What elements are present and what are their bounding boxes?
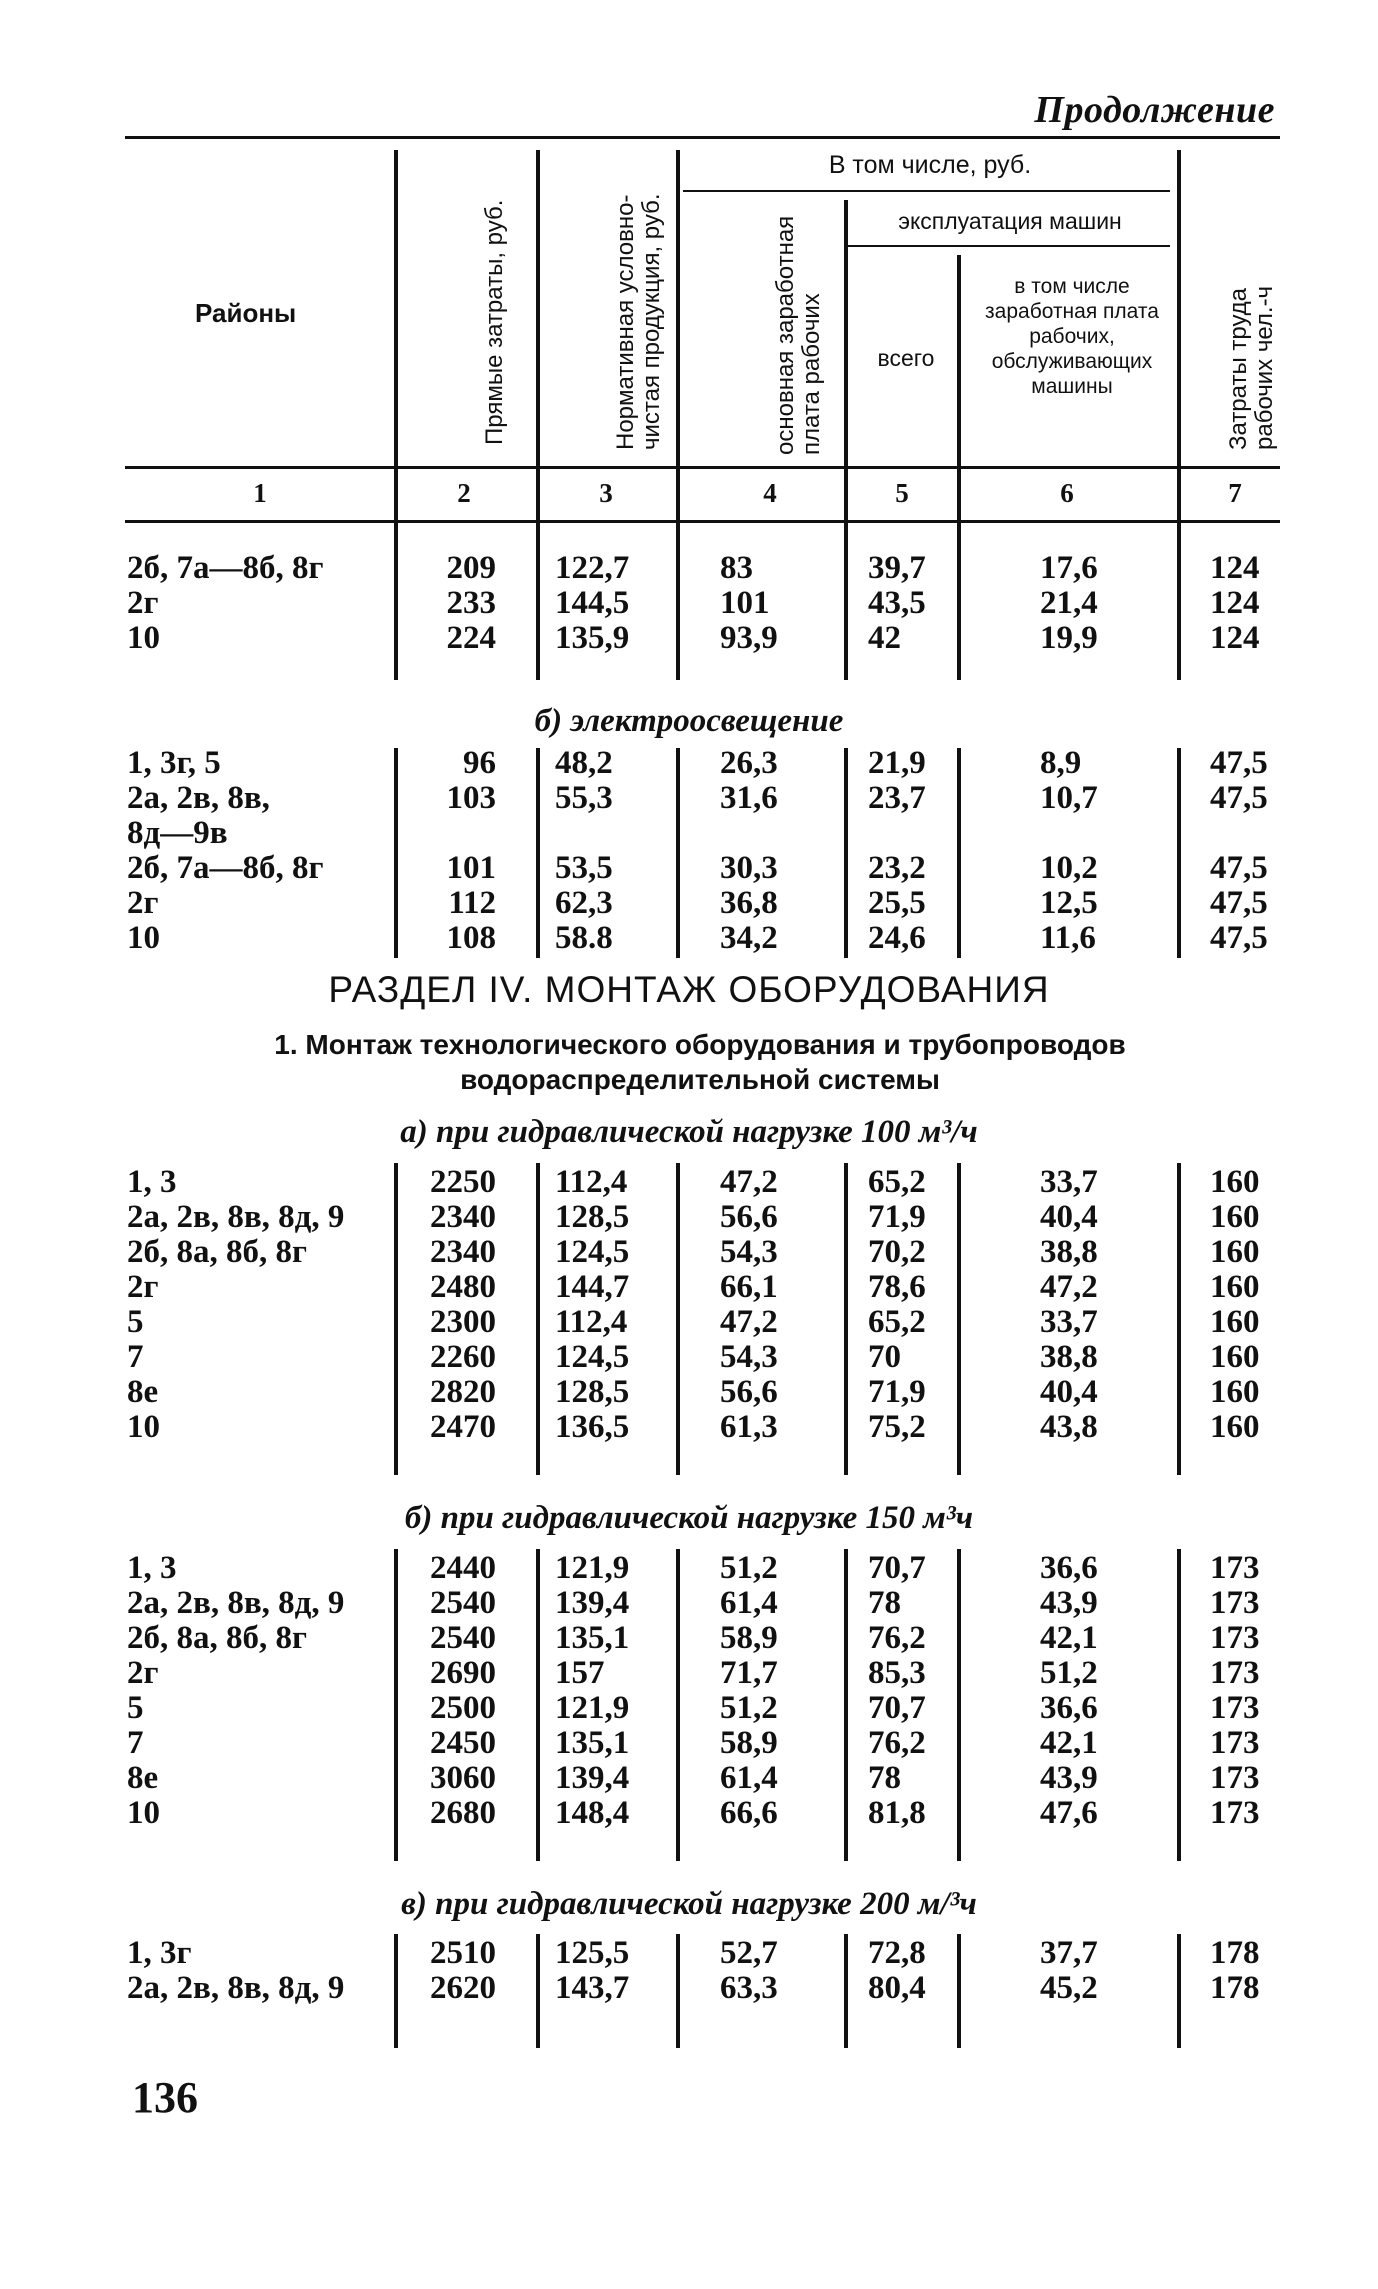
cell-machine-wages: 33,7 <box>1040 1164 1098 1200</box>
cell-labor-costs: 47,5 <box>1210 885 1268 921</box>
cell-direct-costs: 2480 <box>430 1269 496 1305</box>
table-row <box>0 1339 1378 1375</box>
cell-net-production: 136,5 <box>555 1409 630 1445</box>
header-col3: Нормативная условно-чистая продукция, руб. <box>612 193 665 450</box>
table-row <box>0 1374 1378 1410</box>
table-row <box>0 1655 1378 1691</box>
cell-region: 2а, 2в, 8в, 8д, 9 <box>127 1970 345 2006</box>
table-row <box>0 745 1378 781</box>
cell-labor-costs: 160 <box>1210 1199 1260 1235</box>
cell-machine-total: 65,2 <box>868 1304 926 1340</box>
cell-net-production: 157 <box>555 1655 605 1691</box>
cell-machine-total: 76,2 <box>868 1725 926 1761</box>
cell-base-wages: 66,6 <box>720 1795 778 1831</box>
cell-machine-wages: 42,1 <box>1040 1725 1098 1761</box>
cell-net-production: 124,5 <box>555 1339 630 1375</box>
colnum-4: 4 <box>763 478 777 508</box>
cell-machine-total: 70,7 <box>868 1690 926 1726</box>
cell-direct-costs: 2340 <box>430 1199 496 1235</box>
cell-machine-total: 75,2 <box>868 1409 926 1445</box>
table-row <box>0 1620 1378 1656</box>
cell-labor-costs: 173 <box>1210 1655 1260 1691</box>
cell-region: 2а, 2в, 8в, <box>127 780 270 816</box>
cell-labor-costs: 124 <box>1210 620 1260 656</box>
cell-labor-costs: 160 <box>1210 1374 1260 1410</box>
section-title: РАЗДЕЛ IV. МОНТАЖ ОБОРУДОВАНИЯ <box>328 969 1050 1010</box>
header-bottom-rule <box>125 466 1280 469</box>
cell-machine-total: 43,5 <box>868 585 926 621</box>
cell-base-wages: 66,1 <box>720 1269 778 1305</box>
cell-net-production: 121,9 <box>555 1690 630 1726</box>
cell-machine-total: 70,7 <box>868 1550 926 1586</box>
cell-net-production: 112,4 <box>555 1164 628 1200</box>
cell-labor-costs: 173 <box>1210 1725 1260 1761</box>
header-vline-2 <box>536 150 540 532</box>
cell-machine-total: 39,7 <box>868 550 926 586</box>
cell-base-wages: 47,2 <box>720 1304 778 1340</box>
cell-machine-wages: 37,7 <box>1040 1935 1098 1971</box>
cell-base-wages: 56,6 <box>720 1374 778 1410</box>
cell-machine-wages: 38,8 <box>1040 1234 1098 1270</box>
cell-machine-total: 25,5 <box>868 885 926 921</box>
cell-machine-wages: 33,7 <box>1040 1304 1098 1340</box>
table-row <box>0 1970 1378 2006</box>
cell-base-wages: 83 <box>720 550 753 586</box>
cell-machine-total: 78,6 <box>868 1269 926 1305</box>
cell-region: 10 <box>127 620 160 656</box>
table-row <box>0 1795 1378 1831</box>
block5-title: в) при гидравлической нагрузке 200 м/³ч <box>401 1886 977 1922</box>
cell-machine-wages: 38,8 <box>1040 1339 1098 1375</box>
cell-net-production: 122,7 <box>555 550 630 586</box>
cell-direct-costs: 2540 <box>430 1620 496 1656</box>
cell-net-production: 128,5 <box>555 1199 630 1235</box>
colnum-7: 7 <box>1228 478 1242 508</box>
cell-direct-costs: 101 <box>446 850 496 886</box>
cell-base-wages: 58,9 <box>720 1725 778 1761</box>
header-vline-4 <box>844 200 848 532</box>
cell-net-production: 112,4 <box>555 1304 628 1340</box>
cell-machine-total: 70,2 <box>868 1234 926 1270</box>
cell-region: 10 <box>127 920 160 956</box>
cell-labor-costs: 173 <box>1210 1585 1260 1621</box>
running-title: Продолжение <box>1034 89 1275 131</box>
header-col5: всего <box>877 345 935 371</box>
cell-direct-costs: 233 <box>446 585 496 621</box>
cell-direct-costs: 209 <box>446 550 496 586</box>
cell-machine-total: 24,6 <box>868 920 926 956</box>
colnum-5: 5 <box>895 478 909 508</box>
cell-region: 2а, 2в, 8в, 8д, 9 <box>127 1585 345 1621</box>
colnum-rule <box>125 520 1280 523</box>
cell-machine-wages: 17,6 <box>1040 550 1098 586</box>
cell-base-wages: 71,7 <box>720 1655 778 1691</box>
colnum-2: 2 <box>457 478 471 508</box>
cell-base-wages: 51,2 <box>720 1550 778 1586</box>
cell-direct-costs: 2300 <box>430 1304 496 1340</box>
cell-labor-costs: 47,5 <box>1210 850 1268 886</box>
cell-direct-costs: 3060 <box>430 1760 496 1796</box>
page-number: 136 <box>132 2073 198 2122</box>
cell-machine-wages: 10,2 <box>1040 850 1098 886</box>
cell-region: 10 <box>127 1795 160 1831</box>
cell-machine-wages: 40,4 <box>1040 1199 1098 1235</box>
table-row <box>0 1935 1378 1971</box>
cell-machine-wages: 19,9 <box>1040 620 1098 656</box>
cell-labor-costs: 160 <box>1210 1409 1260 1445</box>
cell-machine-wages: 45,2 <box>1040 1970 1098 2006</box>
cell-labor-costs: 124 <box>1210 585 1260 621</box>
cell-net-production: 55,3 <box>555 780 613 816</box>
cell-machine-total: 76,2 <box>868 1620 926 1656</box>
cell-machine-total: 70 <box>868 1339 901 1375</box>
cell-labor-costs: 178 <box>1210 1935 1260 1971</box>
cell-base-wages: 34,2 <box>720 920 778 956</box>
cell-net-production: 128,5 <box>555 1374 630 1410</box>
cell-labor-costs: 47,5 <box>1210 920 1268 956</box>
table-row <box>0 1164 1378 1200</box>
table-row <box>0 1199 1378 1235</box>
cell-labor-costs: 124 <box>1210 550 1260 586</box>
table-row <box>0 780 1378 816</box>
cell-labor-costs: 178 <box>1210 1970 1260 2006</box>
cell-labor-costs: 173 <box>1210 1760 1260 1796</box>
cell-machine-total: 71,9 <box>868 1374 926 1410</box>
cell-machine-total: 81,8 <box>868 1795 926 1831</box>
cell-machine-wages: 8,9 <box>1040 745 1082 781</box>
cell-base-wages: 31,6 <box>720 780 778 816</box>
cell-region: 2б, 7а—8б, 8г <box>127 550 324 586</box>
cell-machine-total: 42 <box>868 620 901 656</box>
cell-direct-costs: 96 <box>463 745 496 781</box>
cell-machine-total: 85,3 <box>868 1655 926 1691</box>
cell-machine-total: 23,2 <box>868 850 926 886</box>
header-col6: в том числе заработная плата рабочих, обслуживающих машины <box>985 275 1159 398</box>
table-row <box>0 1550 1378 1586</box>
header-col1: Районы <box>195 298 297 328</box>
header-group-machine: эксплуатация машин <box>898 208 1122 234</box>
cell-direct-costs: 2510 <box>430 1935 496 1971</box>
block3-title: а) при гидравлической нагрузке 100 м³/ч <box>400 1114 978 1150</box>
cell-region: 2б, 8а, 8б, 8г <box>127 1620 307 1656</box>
cell-labor-costs: 160 <box>1210 1234 1260 1270</box>
cell-region: 5 <box>127 1304 144 1340</box>
cell-base-wages: 61,3 <box>720 1409 778 1445</box>
block2-title: б) электроосвещение <box>534 703 844 739</box>
cell-machine-total: 80,4 <box>868 1970 926 2006</box>
table-row <box>0 585 1378 621</box>
cell-net-production: 58.8 <box>555 920 613 956</box>
cell-machine-wages: 51,2 <box>1040 1655 1098 1691</box>
cell-base-wages: 63,3 <box>720 1970 778 2006</box>
cell-net-production: 135,1 <box>555 1725 630 1761</box>
table-row <box>0 1304 1378 1340</box>
cell-machine-wages: 21,4 <box>1040 585 1098 621</box>
cell-region: 1, 3 <box>127 1550 177 1586</box>
cell-base-wages: 51,2 <box>720 1690 778 1726</box>
cell-base-wages: 30,3 <box>720 850 778 886</box>
cell-labor-costs: 160 <box>1210 1269 1260 1305</box>
cell-labor-costs: 160 <box>1210 1304 1260 1340</box>
cell-base-wages: 36,8 <box>720 885 778 921</box>
cell-region: 2г <box>127 885 159 921</box>
cell-labor-costs: 173 <box>1210 1690 1260 1726</box>
cell-region: 5 <box>127 1690 144 1726</box>
colnum-1: 1 <box>253 478 267 508</box>
cell-direct-costs: 103 <box>446 780 496 816</box>
cell-direct-costs: 112 <box>448 885 496 921</box>
cell-direct-costs: 2680 <box>430 1795 496 1831</box>
cell-direct-costs: 2620 <box>430 1970 496 2006</box>
cell-direct-costs: 2500 <box>430 1690 496 1726</box>
cell-direct-costs: 224 <box>446 620 496 656</box>
section-subtitle-line2: водораспределительной системы <box>460 1064 940 1095</box>
cell-labor-costs: 173 <box>1210 1795 1260 1831</box>
colnum-6: 6 <box>1060 478 1074 508</box>
table-row <box>0 1760 1378 1796</box>
table-row <box>0 1690 1378 1726</box>
cell-net-production: 53,5 <box>555 850 613 886</box>
cell-region: 7 <box>127 1725 144 1761</box>
cell-machine-wages: 43,9 <box>1040 1585 1098 1621</box>
cell-machine-wages: 10,7 <box>1040 780 1098 816</box>
cell-net-production: 139,4 <box>555 1760 630 1796</box>
cell-region: 7 <box>127 1339 144 1375</box>
section-subtitle-line1: 1. Монтаж технологического оборудования и трубопроводов <box>274 1029 1126 1060</box>
cell-machine-wages: 42,1 <box>1040 1620 1098 1656</box>
table-row <box>0 620 1378 656</box>
cell-direct-costs: 2250 <box>430 1164 496 1200</box>
cell-machine-total: 72,8 <box>868 1935 926 1971</box>
cell-machine-total: 21,9 <box>868 745 926 781</box>
cell-net-production: 121,9 <box>555 1550 630 1586</box>
cell-machine-total: 23,7 <box>868 780 926 816</box>
header-vline-5 <box>957 255 961 532</box>
block4-title: б) при гидравлической нагрузке 150 м³ч <box>404 1500 974 1536</box>
table-row <box>0 920 1378 956</box>
header-group-top: В том числе, руб. <box>828 151 1032 179</box>
header-col2: Прямые затраты, руб. <box>481 199 508 445</box>
cell-net-production: 48,2 <box>555 745 613 781</box>
cell-base-wages: 101 <box>720 585 770 621</box>
table-row <box>0 550 1378 586</box>
cell-base-wages: 54,3 <box>720 1339 778 1375</box>
colnum-3: 3 <box>599 478 613 508</box>
cell-machine-wages: 43,9 <box>1040 1760 1098 1796</box>
cell-base-wages: 93,9 <box>720 620 778 656</box>
cell-base-wages: 61,4 <box>720 1585 778 1621</box>
cell-machine-wages: 12,5 <box>1040 885 1098 921</box>
machine-group-rule <box>845 245 1170 247</box>
cell-base-wages: 61,4 <box>720 1760 778 1796</box>
cell-machine-wages: 43,8 <box>1040 1409 1098 1445</box>
table-header <box>0 0 1378 530</box>
cell-net-production: 139,4 <box>555 1585 630 1621</box>
cell-direct-costs: 2440 <box>430 1550 496 1586</box>
cell-machine-total: 65,2 <box>868 1164 926 1200</box>
header-col7: Затраты труда рабочих чел.-ч <box>1225 285 1278 450</box>
cell-labor-costs: 173 <box>1210 1550 1260 1586</box>
cell-base-wages: 52,7 <box>720 1935 778 1971</box>
cell-region: 2г <box>127 585 159 621</box>
cell-region: 2б, 8а, 8б, 8г <box>127 1234 307 1270</box>
cell-net-production: 62,3 <box>555 885 613 921</box>
cell-labor-costs: 173 <box>1210 1620 1260 1656</box>
table-row <box>0 1585 1378 1621</box>
header-top-rule <box>125 136 1280 139</box>
cell-region: 2а, 2в, 8в, 8д, 9 <box>127 1199 345 1235</box>
cell-region: 2б, 7а—8б, 8г <box>127 850 324 886</box>
cell-region: 1, 3г <box>127 1935 192 1971</box>
cell-machine-wages: 36,6 <box>1040 1550 1098 1586</box>
cell-net-production: 125,5 <box>555 1935 630 1971</box>
cell-region: 2г <box>127 1269 159 1305</box>
table-row <box>0 815 1378 851</box>
cell-direct-costs: 108 <box>446 920 496 956</box>
header-vline-1 <box>394 150 398 532</box>
cell-region: 1, 3 <box>127 1164 177 1200</box>
cell-labor-costs: 160 <box>1210 1339 1260 1375</box>
cell-region: 2г <box>127 1655 159 1691</box>
cell-net-production: 144,7 <box>555 1269 630 1305</box>
cell-labor-costs: 47,5 <box>1210 780 1268 816</box>
header-vline-6 <box>1177 150 1181 532</box>
table-row <box>0 1269 1378 1305</box>
cell-direct-costs: 2820 <box>430 1374 496 1410</box>
cell-base-wages: 58,9 <box>720 1620 778 1656</box>
header-col4: основная заработная плата рабочих <box>772 215 825 455</box>
cell-net-production: 143,7 <box>555 1970 630 2006</box>
cell-net-production: 148,4 <box>555 1795 630 1831</box>
cell-labor-costs: 160 <box>1210 1164 1260 1200</box>
cell-net-production: 135,1 <box>555 1620 630 1656</box>
cell-base-wages: 56,6 <box>720 1199 778 1235</box>
cell-machine-total: 78 <box>868 1585 901 1621</box>
cell-base-wages: 47,2 <box>720 1164 778 1200</box>
table-row <box>0 1725 1378 1761</box>
cell-direct-costs: 2540 <box>430 1585 496 1621</box>
table-row <box>0 1234 1378 1270</box>
cell-machine-total: 78 <box>868 1760 901 1796</box>
table-row <box>0 1409 1378 1445</box>
cell-region: 8е <box>127 1374 159 1410</box>
cell-machine-wages: 36,6 <box>1040 1690 1098 1726</box>
cell-region: 8д—9в <box>127 815 228 851</box>
table-row <box>0 885 1378 921</box>
cell-region: 1, 3г, 5 <box>127 745 221 781</box>
cell-net-production: 144,5 <box>555 585 630 621</box>
cell-machine-wages: 47,2 <box>1040 1269 1098 1305</box>
cell-machine-total: 71,9 <box>868 1199 926 1235</box>
cell-base-wages: 26,3 <box>720 745 778 781</box>
cell-direct-costs: 2450 <box>430 1725 496 1761</box>
cell-machine-wages: 40,4 <box>1040 1374 1098 1410</box>
cell-direct-costs: 2470 <box>430 1409 496 1445</box>
cell-base-wages: 54,3 <box>720 1234 778 1270</box>
cell-direct-costs: 2260 <box>430 1339 496 1375</box>
cell-direct-costs: 2690 <box>430 1655 496 1691</box>
cell-region: 8е <box>127 1760 159 1796</box>
cell-labor-costs: 47,5 <box>1210 745 1268 781</box>
table-row <box>0 850 1378 886</box>
cell-direct-costs: 2340 <box>430 1234 496 1270</box>
cell-machine-wages: 11,6 <box>1040 920 1096 956</box>
cell-machine-wages: 47,6 <box>1040 1795 1098 1831</box>
cell-net-production: 124,5 <box>555 1234 630 1270</box>
group-rule <box>683 190 1170 192</box>
cell-region: 10 <box>127 1409 160 1445</box>
cell-net-production: 135,9 <box>555 620 630 656</box>
header-vline-3 <box>676 150 680 532</box>
